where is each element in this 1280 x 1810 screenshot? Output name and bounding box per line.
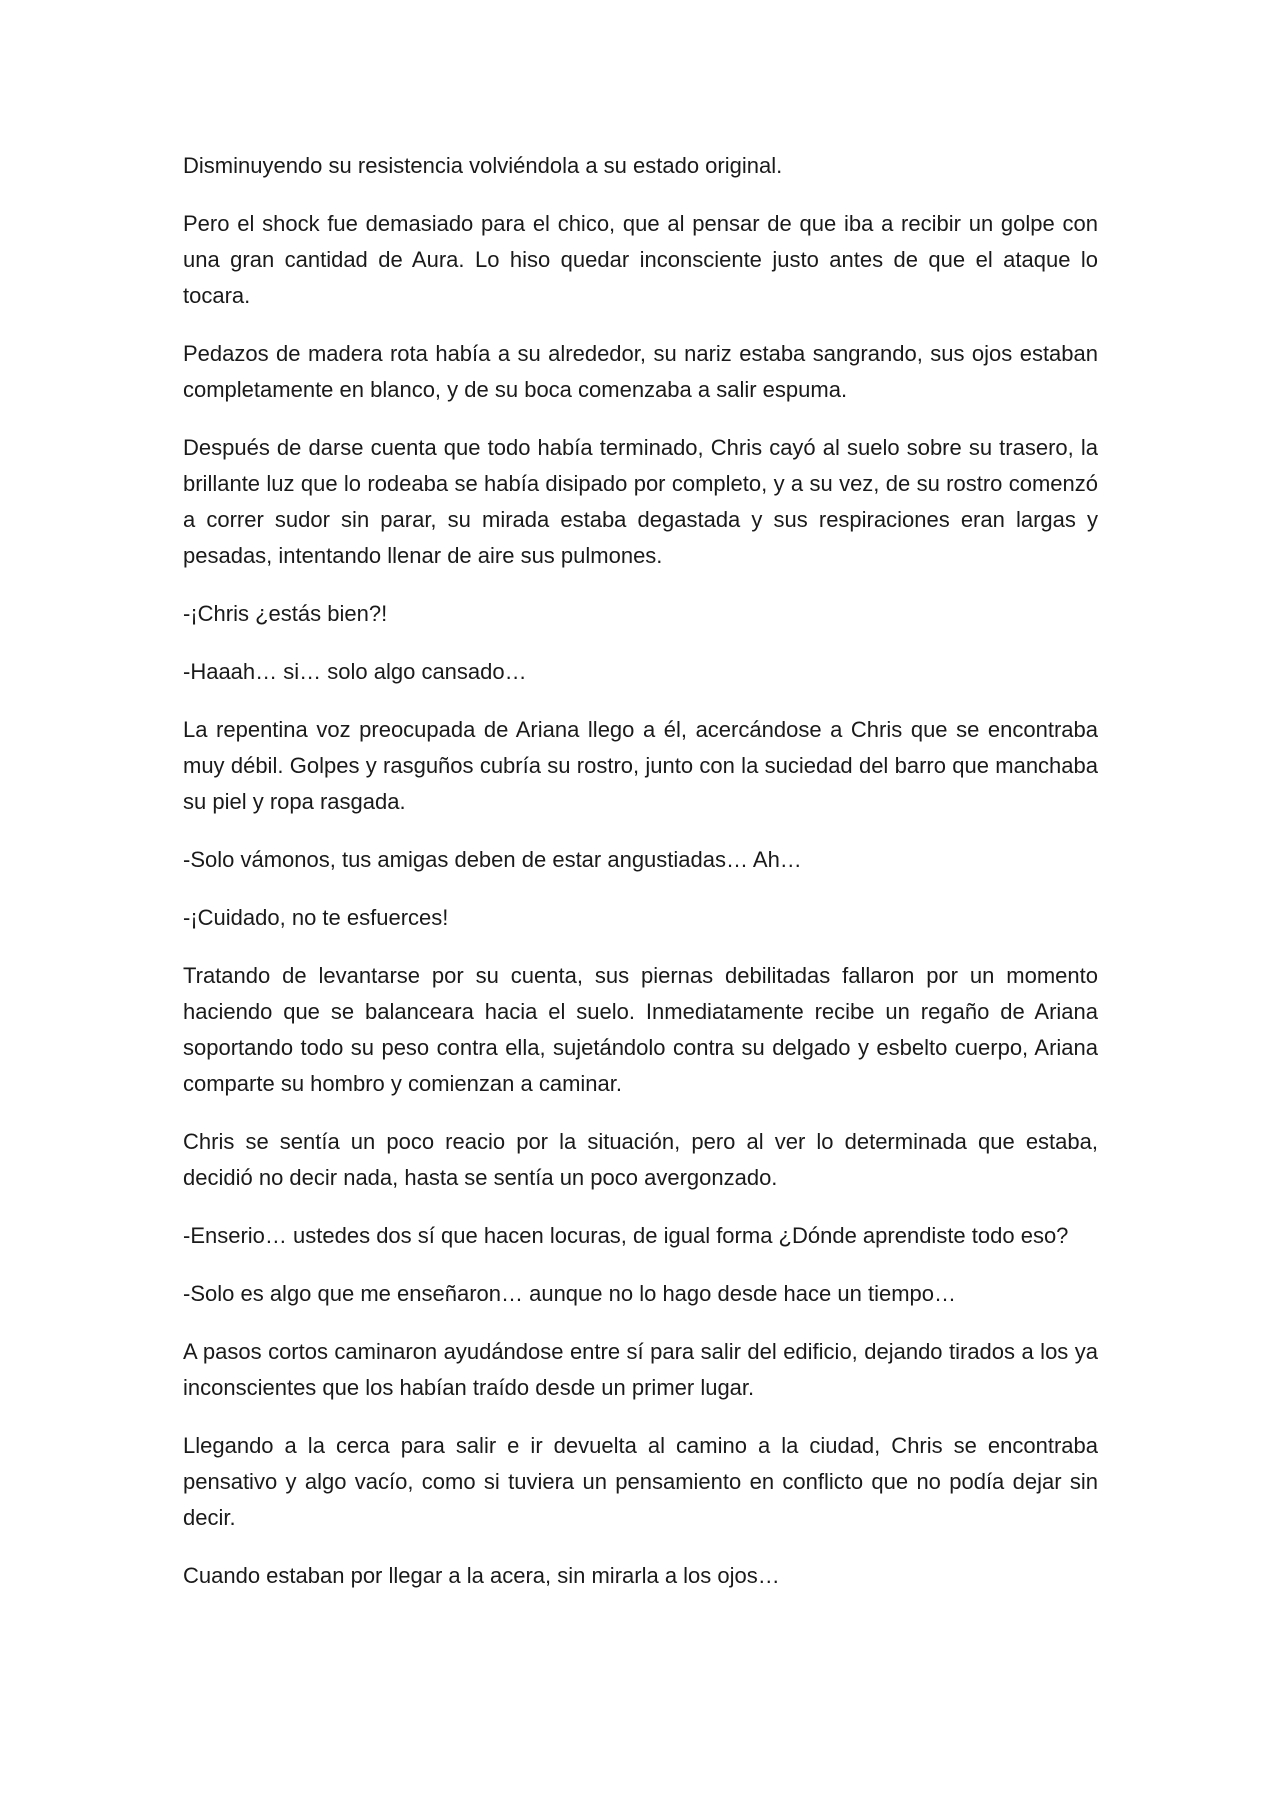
paragraph: A pasos cortos caminaron ayudándose entre sí para salir del edificio, dejando tirados a los ya inconscientes que los habían traído desde un primer lugar. (183, 1339, 1098, 1400)
dialogue-line: -Solo es algo que me enseñaron… aunque no lo hago desde hace un tiempo… (183, 1281, 956, 1306)
paragraph: Pero el shock fue demasiado para el chico, que al pensar de que iba a recibir un golpe con una gran cantidad de Aura. Lo hiso quedar inconsciente justo antes de que el ataque lo tocara. (183, 211, 1098, 308)
dialogue-line: -Solo vámonos, tus amigas deben de estar angustiadas… Ah… (183, 847, 802, 872)
paragraph: Chris se sentía un poco reacio por la situación, pero al ver lo determinada que estaba, decidió no decir nada, hasta se sentía un poco avergonzado. (183, 1129, 1098, 1190)
paragraph: Cuando estaban por llegar a la acera, sin mirarla a los ojos… (183, 1563, 780, 1588)
paragraph: Después de darse cuenta que todo había terminado, Chris cayó al suelo sobre su trasero, la brillante luz que lo rodeaba se había disipado por completo, y a su vez, de su rostro comenzó a correr sudor sin parar, su mirada estaba degastada y sus respiraciones eran largas y pesadas, intentando llenar de aire sus pulmones. (183, 435, 1098, 568)
document-body (183, 148, 1098, 1616)
paragraph: Llegando a la cerca para salir e ir devuelta al camino a la ciudad, Chris se encontraba pensativo y algo vacío, como si tuviera un pensamiento en conflicto que no podía dejar sin decir. (183, 1433, 1098, 1530)
paragraph: Disminuyendo su resistencia volviéndola a su estado original. (183, 153, 783, 178)
dialogue-line: -Enserio… ustedes dos sí que hacen locuras, de igual forma ¿Dónde aprendiste todo eso? (183, 1223, 1069, 1248)
dialogue-line: -Haaah… si… solo algo cansado… (183, 659, 527, 684)
paragraph: La repentina voz preocupada de Ariana llego a él, acercándose a Chris que se encontraba muy débil. Golpes y rasguños cubría su rostro, junto con la suciedad del barro que manchaba su piel y ropa rasgada. (183, 717, 1098, 814)
dialogue-line: -¡Chris ¿estás bien?! (183, 601, 388, 626)
paragraph: Tratando de levantarse por su cuenta, sus piernas debilitadas fallaron por un momento haciendo que se balanceara hacia el suelo. Inmediatamente recibe un regaño de Ariana soportando todo su peso contra ella, sujetándolo contra su delgado y esbelto cuerpo, Ariana comparte su hombro y comienzan a caminar. (183, 963, 1098, 1096)
dialogue-line: -¡Cuidado, no te esfuerces! (183, 905, 449, 930)
paragraph: Pedazos de madera rota había a su alrededor, su nariz estaba sangrando, sus ojos estaban completamente en blanco, y de su boca comenzaba a salir espuma. (183, 341, 1098, 402)
